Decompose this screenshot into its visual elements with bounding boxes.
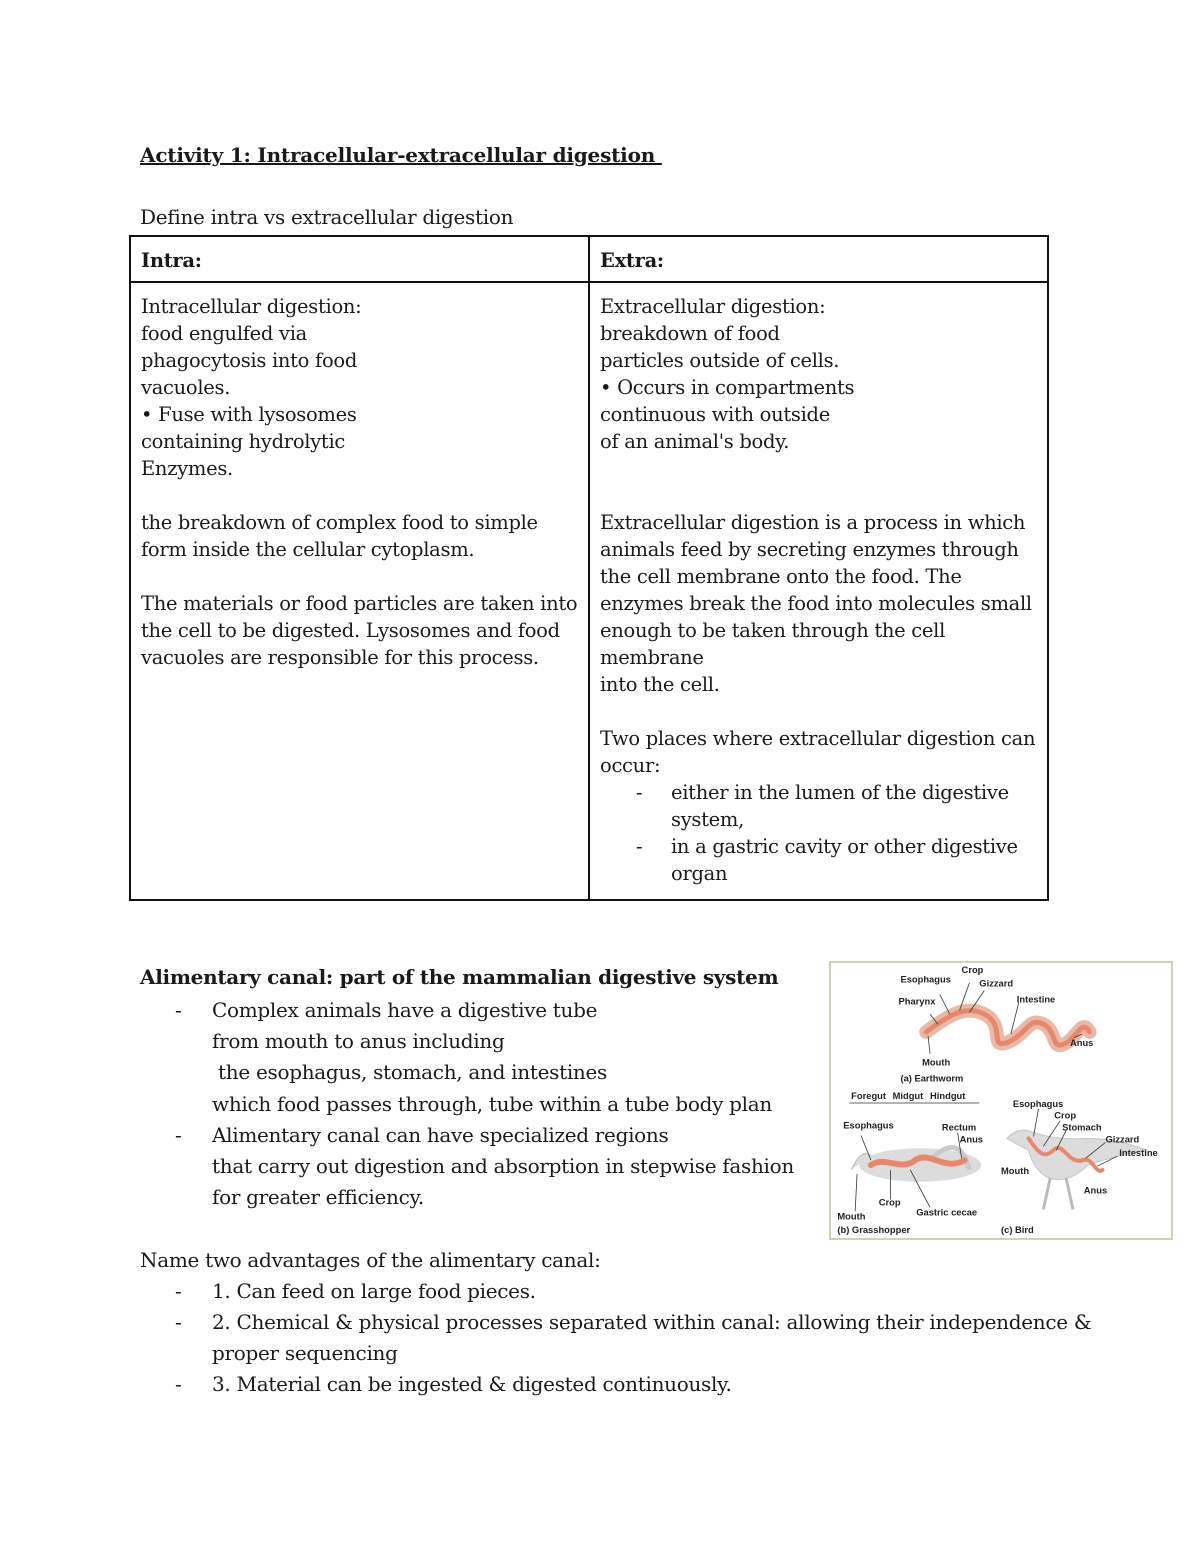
text-line: animals feed by secreting enzymes through: [600, 538, 1019, 561]
text-line: breakdown of food: [600, 322, 780, 345]
grasshopper-esophagus-label: Esophagus: [843, 1120, 894, 1131]
define-prompt: Define intra vs extracellular digestion: [140, 205, 514, 229]
text-line: The materials or food particles are taken into: [141, 592, 578, 615]
text-line: the breakdown of complex food to simple: [141, 511, 538, 534]
grasshopper-gastric-label: Gastric cecae: [916, 1207, 978, 1218]
text-line: the cell membrane onto the food. The: [600, 565, 962, 588]
text-line: Alimentary canal can have specialized regions: [212, 1123, 669, 1147]
text-line: of an animal's body.: [600, 430, 790, 453]
earthworm-illustration: [898, 965, 1093, 1083]
intra-cell: [130, 282, 589, 900]
grasshopper-anus-label: Anus: [959, 1134, 984, 1145]
text-line: for greater efficiency.: [212, 1185, 424, 1209]
activity-title: Activity 1: Intracellular-extracellular digestion: [140, 143, 662, 167]
text-line: in a gastric cavity or other digestive: [671, 835, 1018, 858]
list-item: [600, 779, 1037, 833]
bird-anus-label: Anus: [1083, 1185, 1108, 1196]
bird-stomach-label: Stomach: [1062, 1122, 1102, 1133]
earthworm-intestine-label: Intestine: [1016, 994, 1056, 1005]
digestive-tract-figure: [829, 961, 1173, 1240]
dash-marker: -: [636, 781, 643, 804]
text-line: 2. Chemical & physical processes separated within canal: allowing their independence &: [212, 1310, 1092, 1334]
text-line: • Fuse with lysosomes: [141, 403, 357, 426]
text-line: vacuoles are responsible for this process.: [141, 646, 539, 669]
text-line: 3. Material can be ingested & digested continuously.: [212, 1372, 732, 1396]
text-line: vacuoles.: [141, 376, 231, 399]
dash-marker: -: [175, 1123, 182, 1147]
digestive-tract-diagram: [831, 963, 1171, 1238]
bird-intestine-label: Intestine: [1119, 1148, 1158, 1159]
text-line: system,: [671, 808, 744, 831]
table-header-row: [130, 236, 1048, 282]
earthworm-caption: (a) Earthworm: [900, 1073, 964, 1084]
text-line: Complex animals have a digestive tube: [212, 998, 598, 1022]
bird-esophagus-label: Esophagus: [1012, 1098, 1064, 1109]
text-line: Two places where extracellular digestion can: [600, 727, 1036, 750]
earthworm-gizzard-label: Gizzard: [979, 978, 1014, 989]
intra-para-1: [141, 293, 578, 482]
grasshopper-midgut-label: Midgut: [892, 1091, 924, 1102]
grasshopper-foregut-label: Foregut: [851, 1091, 887, 1102]
earthworm-mouth-label: Mouth: [922, 1057, 951, 1068]
grasshopper-crop-label: Crop: [878, 1197, 901, 1208]
extra-para-2: [600, 509, 1037, 698]
text-line: the cell to be digested. Lysosomes and food: [141, 619, 560, 642]
dash-marker: -: [175, 1372, 182, 1396]
text-line: organ: [671, 862, 728, 885]
list-item: [600, 833, 1037, 887]
grasshopper-illustration: [837, 1091, 983, 1235]
extra-para-3: [600, 725, 1037, 779]
intra-header: Intra:: [130, 236, 589, 282]
alimentary-title: Alimentary canal: part of the mammalian digestive system: [140, 965, 779, 989]
dash-marker: -: [175, 998, 182, 1022]
intra-para-2: [141, 509, 578, 563]
text-line: phagocytosis into food: [141, 349, 358, 372]
text-line: that carry out digestion and absorption in stepwise fashion: [212, 1154, 794, 1178]
table-body-row: [130, 282, 1048, 900]
text-line: proper sequencing: [212, 1341, 398, 1365]
extra-cell: [589, 282, 1048, 900]
extra-places-list: [600, 779, 1037, 887]
extra-header: Extra:: [589, 236, 1048, 282]
bird-gizzard-label: Gizzard: [1105, 1134, 1140, 1145]
bird-illustration: [1001, 1099, 1158, 1235]
earthworm-anus-label: Anus: [1069, 1037, 1094, 1048]
text-line: Name two advantages of the alimentary canal:: [140, 1248, 601, 1272]
text-line: particles outside of cells.: [600, 349, 840, 372]
earthworm-pharynx-label: Pharynx: [898, 996, 936, 1007]
text-line: into the cell.: [600, 673, 720, 696]
text-line: continuous with outside: [600, 403, 830, 426]
text-line: either in the lumen of the digestive: [671, 781, 1009, 804]
text-line: Enzymes.: [141, 457, 233, 480]
text-line: Extracellular digestion is a process in which: [600, 511, 1026, 534]
bird-mouth-label: Mouth: [1001, 1165, 1030, 1176]
text-line: food engulfed via: [141, 322, 307, 345]
text-line: occur:: [600, 754, 661, 777]
text-line: Extracellular digestion:: [600, 295, 826, 318]
text-line: • Occurs in compartments: [600, 376, 855, 399]
text-line: from mouth to anus including: [212, 1029, 505, 1053]
grasshopper-mouth-label: Mouth: [837, 1211, 866, 1222]
text-line: 1. Can feed on large food pieces.: [212, 1279, 536, 1303]
digestion-table: [129, 235, 1049, 901]
dash-marker: -: [636, 835, 643, 858]
bird-crop-label: Crop: [1054, 1110, 1077, 1121]
text-line: the esophagus, stomach, and intestines: [212, 1060, 607, 1084]
grasshopper-hindgut-label: Hindgut: [930, 1091, 966, 1102]
bird-caption: (c) Bird: [1001, 1225, 1034, 1236]
text-line: enzymes break the food into molecules small: [600, 592, 1032, 615]
earthworm-esophagus-label: Esophagus: [900, 974, 951, 985]
dash-marker: -: [175, 1279, 182, 1303]
grasshopper-rectum-label: Rectum: [941, 1122, 977, 1133]
intra-para-3: [141, 590, 578, 671]
text-line: enough to be taken through the cell membrane: [600, 619, 946, 669]
extra-para-1: [600, 293, 1037, 455]
text-line: containing hydrolytic: [141, 430, 346, 453]
grasshopper-caption: (b) Grasshopper: [837, 1225, 911, 1236]
earthworm-crop-label: Crop: [961, 964, 984, 975]
text-line: form inside the cellular cytoplasm.: [141, 538, 475, 561]
text-line: which food passes through, tube within a tube body plan: [212, 1092, 772, 1116]
dash-marker: -: [175, 1310, 182, 1334]
text-line: Intracellular digestion:: [141, 295, 362, 318]
